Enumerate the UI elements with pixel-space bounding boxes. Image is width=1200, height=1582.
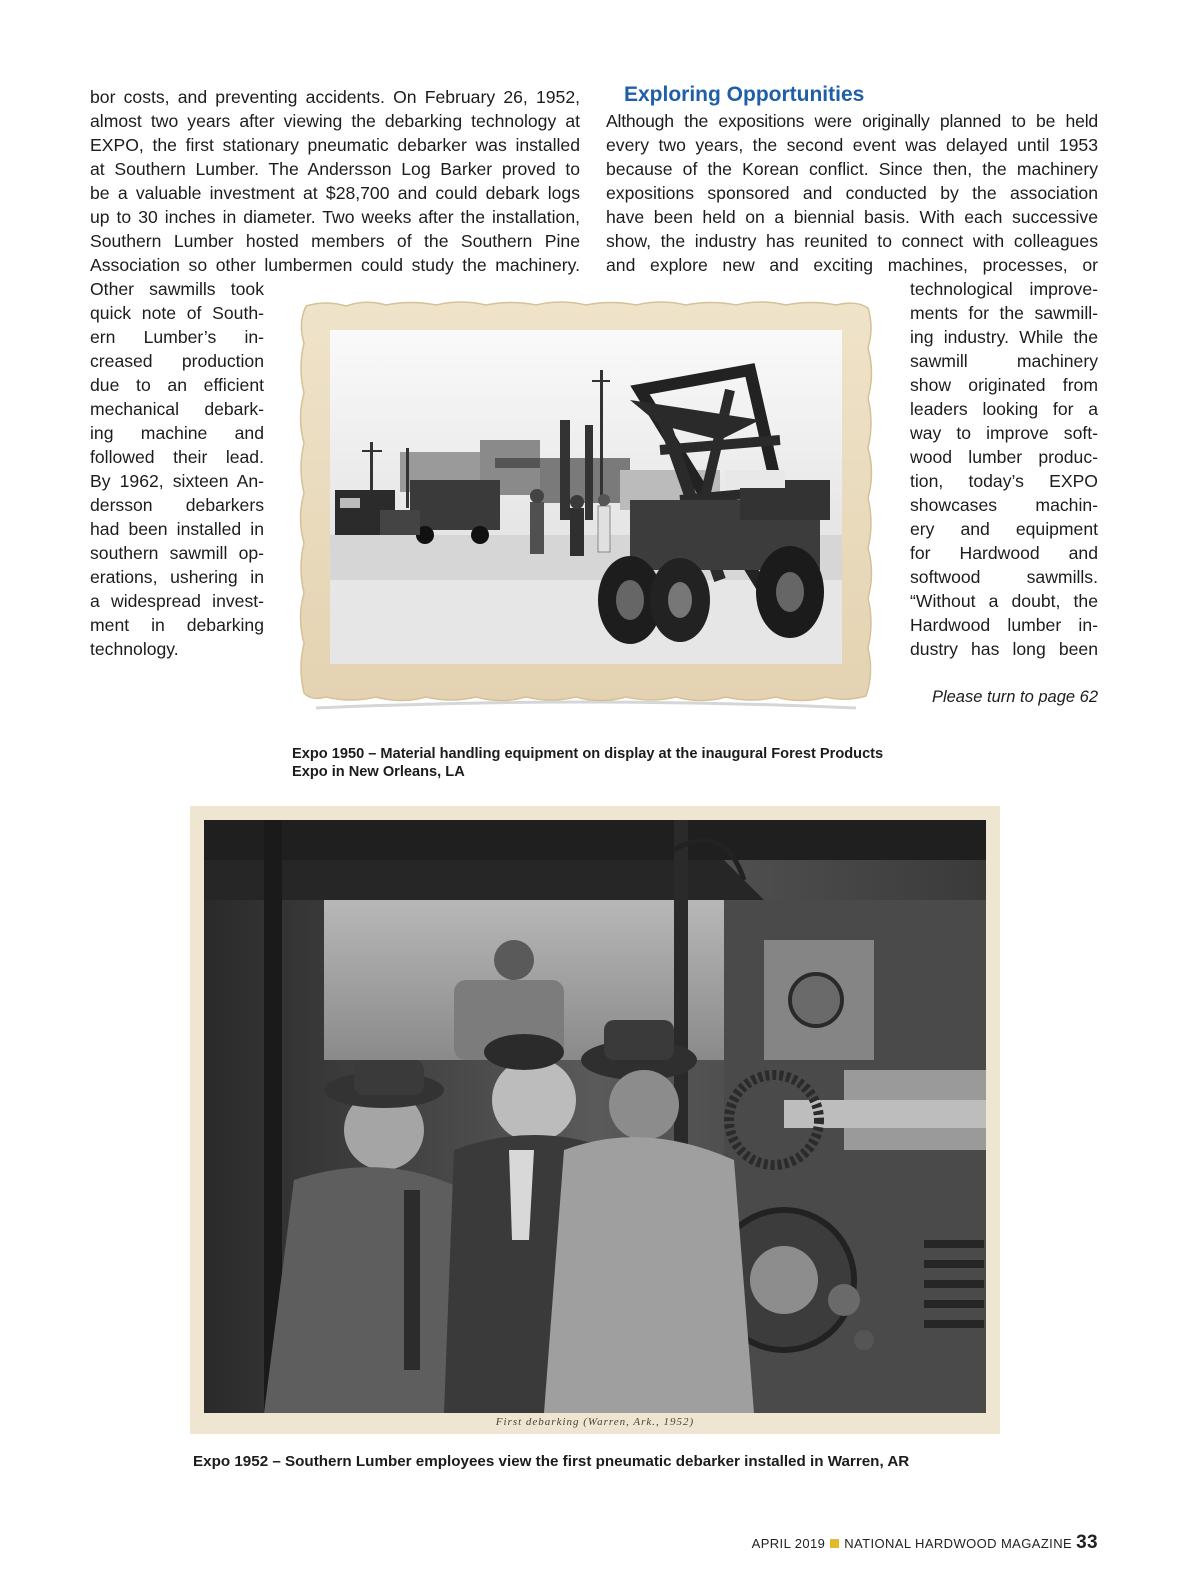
text-line: dersson debarkers — [90, 495, 264, 515]
footer-square-icon — [830, 1539, 839, 1548]
photo2-image — [204, 820, 986, 1413]
text-line: technology. — [90, 639, 179, 659]
page-number: 33 — [1076, 1532, 1098, 1553]
text-line: Other sawmills took — [90, 279, 264, 299]
text-line: ment in debarking — [90, 615, 264, 635]
text-line: Association so other lumbermen could study the machinery. — [90, 255, 580, 275]
text-line: By 1962, sixteen An- — [90, 471, 264, 491]
text-line: dustry has long been — [910, 639, 1098, 659]
text-line: Although the expositions were originally planned to be held — [606, 111, 1098, 131]
expo-1950-photo — [330, 330, 842, 664]
text-line: quick note of South- — [90, 303, 264, 323]
text-line: have been held on a biennial basis. With each successive — [606, 207, 1098, 227]
text-line: at Southern Lumber. The Andersson Log Barker proved to — [90, 159, 580, 179]
text-line: erations, ushering in — [90, 567, 264, 587]
forklift-scene — [330, 330, 842, 664]
text-line: due to an efficient — [90, 375, 264, 395]
text-line: almost two years after viewing the debarking technology at — [90, 111, 580, 131]
text-line: ments for the sawmill- — [910, 303, 1098, 323]
text-line: creased production — [90, 351, 264, 371]
text-line: every two years, the second event was delayed until 1953 — [606, 135, 1098, 155]
text-line: ing machine and — [90, 423, 264, 443]
text-line: sawmill machinery — [910, 351, 1098, 371]
footer-date: APRIL 2019 — [751, 1536, 826, 1551]
text-line: “Without a doubt, the — [910, 591, 1098, 611]
text-line: expositions sponsored and conducted by the association — [606, 183, 1098, 203]
text-line: be a valuable investment at $28,700 and could debark logs — [90, 183, 580, 203]
continuation-note: Please turn to page 62 — [931, 688, 1098, 706]
text-line: technological improve- — [910, 279, 1098, 299]
text-line: a widespread invest- — [90, 591, 264, 611]
text-line: Hardwood lumber in- — [910, 615, 1098, 635]
text-line: show, the industry has reunited to connect with colleagues — [606, 231, 1098, 251]
text-line: way to improve soft- — [910, 423, 1098, 443]
text-line: ery and equipment — [910, 519, 1098, 539]
text-line: showcases machin- — [910, 495, 1098, 515]
text-line: had been installed in — [90, 519, 264, 539]
expo-1952-photo — [190, 806, 1000, 1434]
debarker-scene — [204, 820, 986, 1413]
footer-magazine: NATIONAL HARDWOOD MAGAZINE — [844, 1536, 1073, 1551]
section-heading: Exploring Opportunities — [624, 83, 865, 106]
text-line: and explore new and exciting machines, processes, or — [606, 255, 1098, 275]
text-line: softwood sawmills. — [910, 567, 1098, 587]
text-line: show originated from — [910, 375, 1098, 395]
text-line: southern sawmill op- — [90, 543, 264, 563]
text-line: mechanical debark- — [90, 399, 264, 419]
text-line: tion, today’s EXPO — [910, 471, 1098, 491]
text-line: wood lumber produc- — [910, 447, 1098, 467]
text-line: because of the Korean conflict. Since then, the machinery — [606, 159, 1098, 179]
text-line: up to 30 inches in diameter. Two weeks after the installation, — [90, 207, 580, 227]
text-line: leaders looking for a — [910, 399, 1098, 419]
page-footer — [752, 1532, 1098, 1554]
text-line: EXPO, the first stationary pneumatic debarker was installed — [90, 135, 580, 155]
text-line: bor costs, and preventing accidents. On February 26, 1952, — [90, 87, 580, 107]
text-line: for Hardwood and — [910, 543, 1098, 563]
text-line: Southern Lumber hosted members of the Southern Pine — [90, 231, 580, 251]
text-line: ern Lumber’s in- — [90, 327, 264, 347]
photo2-inset-caption: First debarking (Warren, Ark., 1952) — [495, 1416, 695, 1428]
photo1-caption: Expo 1950 – Material handling equipment on display at the inaugural Forest Products Expo in New Orleans, LA — [292, 746, 884, 780]
text-line: ing industry. While the — [910, 327, 1098, 347]
photo2-caption: Expo 1952 – Southern Lumber employees view the first pneumatic debarker installed in Warren, AR — [193, 1453, 910, 1470]
text-line: followed their lead. — [90, 447, 264, 467]
